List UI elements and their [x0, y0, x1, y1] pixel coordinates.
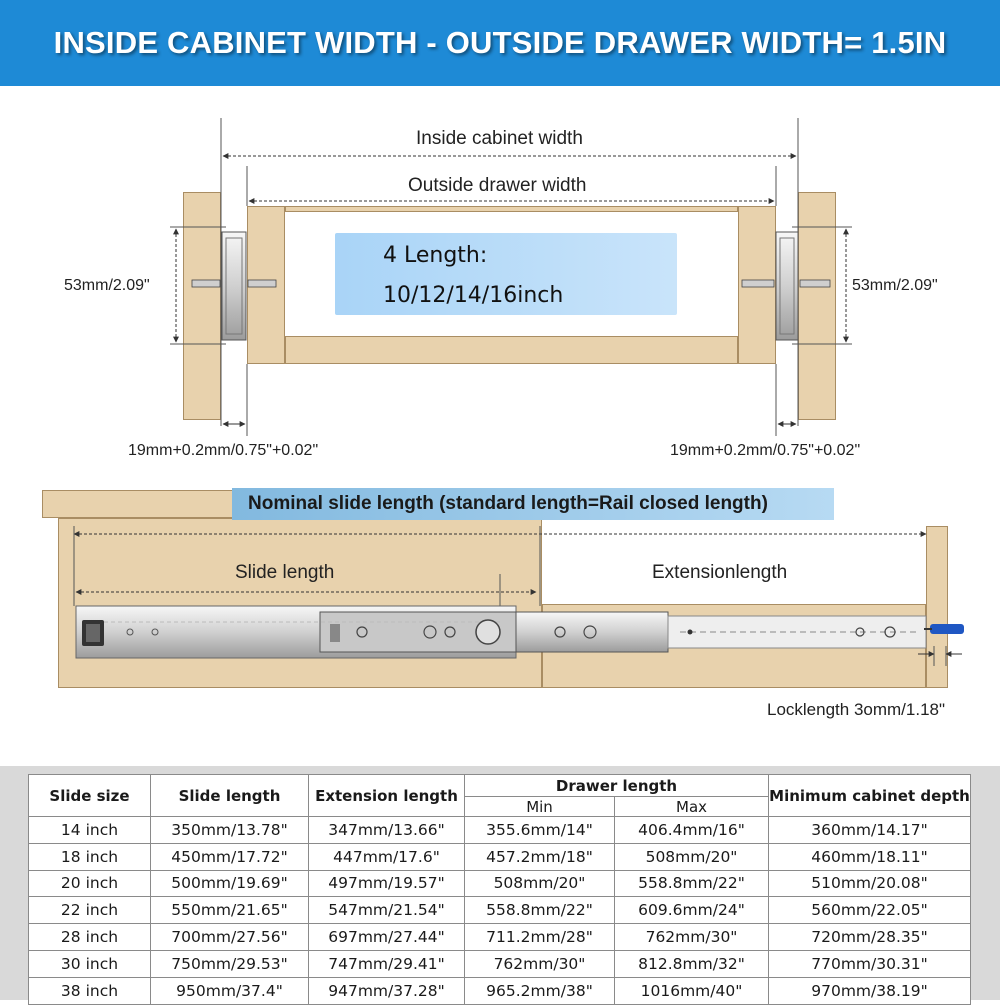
left-slide-top-view	[192, 232, 276, 340]
cell: 970mm/38.19"	[769, 977, 971, 1004]
cell: 747mm/29.41"	[309, 950, 465, 977]
cell: 508mm/20"	[615, 843, 769, 870]
cell: 750mm/29.53"	[151, 950, 309, 977]
header-slide-size: Slide size	[29, 775, 151, 817]
cell: 700mm/27.56"	[151, 924, 309, 951]
cell: 460mm/18.11"	[769, 843, 971, 870]
cell: 347mm/13.66"	[309, 817, 465, 844]
cell: 508mm/20"	[465, 870, 615, 897]
cell: 720mm/28.35"	[769, 924, 971, 951]
extension-length-label: Extensionlength	[652, 562, 788, 583]
right-slide-top-view	[742, 232, 830, 340]
cell: 360mm/14.17"	[769, 817, 971, 844]
cell: 497mm/19.57"	[309, 870, 465, 897]
specs-table-background	[0, 766, 1000, 1000]
outside-drawer-width-label: Outside drawer width	[408, 175, 587, 196]
lock-length-label: Locklength 3omm/1.18"	[767, 700, 946, 719]
cell: 450mm/17.72"	[151, 843, 309, 870]
cell: 558.8mm/22"	[615, 870, 769, 897]
table-row	[29, 897, 971, 924]
info-line-1: 4 Length:	[383, 243, 488, 268]
cell: 30 inch	[29, 950, 151, 977]
dimension-lines	[0, 86, 1000, 766]
cell: 812.8mm/32"	[615, 950, 769, 977]
cell: 350mm/13.78"	[151, 817, 309, 844]
cell: 355.6mm/14"	[465, 817, 615, 844]
cell: 770mm/30.31"	[769, 950, 971, 977]
cell: 965.2mm/38"	[465, 977, 615, 1004]
inside-cabinet-width-label: Inside cabinet width	[416, 128, 583, 149]
cell: 947mm/37.28"	[309, 977, 465, 1004]
cell: 500mm/19.69"	[151, 870, 309, 897]
header-drawer-length: Drawer length	[465, 775, 769, 797]
left-gap-label: 19mm+0.2mm/0.75"+0.02"	[128, 442, 319, 459]
cell: 406.4mm/16"	[615, 817, 769, 844]
cell: 18 inch	[29, 843, 151, 870]
header-max: Max	[615, 797, 769, 817]
cell: 550mm/21.65"	[151, 897, 309, 924]
title-banner	[0, 0, 1000, 86]
info-line-2: 10/12/14/16inch	[383, 283, 564, 308]
table-row	[29, 924, 971, 951]
table-row	[29, 870, 971, 897]
drawer-slide-side-view	[76, 606, 926, 658]
cell: 609.6mm/24"	[615, 897, 769, 924]
cell: 20 inch	[29, 870, 151, 897]
cell: 14 inch	[29, 817, 151, 844]
header-slide-length: Slide length	[151, 775, 309, 817]
right-gap-label: 19mm+0.2mm/0.75"+0.02"	[670, 442, 861, 459]
cell: 762mm/30"	[615, 924, 769, 951]
cell: 762mm/30"	[465, 950, 615, 977]
specs-table	[28, 774, 971, 1005]
banner-title: INSIDE CABINET WIDTH - OUTSIDE DRAWER WIDTH= 1.5IN	[53, 25, 947, 60]
cell: 560mm/22.05"	[769, 897, 971, 924]
header-extension-length: Extension length	[309, 775, 465, 817]
cell: 711.2mm/28"	[465, 924, 615, 951]
cell: 447mm/17.6"	[309, 843, 465, 870]
cell: 28 inch	[29, 924, 151, 951]
cell: 950mm/37.4"	[151, 977, 309, 1004]
table-row	[29, 843, 971, 870]
table-row	[29, 977, 971, 1004]
cell: 38 inch	[29, 977, 151, 1004]
slide-length-label: Slide length	[235, 562, 335, 583]
header-min: Min	[465, 797, 615, 817]
cell: 697mm/27.44"	[309, 924, 465, 951]
cell: 22 inch	[29, 897, 151, 924]
nominal-length-label: Nominal slide length (standard length=Rail closed length)	[248, 493, 768, 514]
header-min-cabinet-depth: Minimum cabinet depth	[769, 775, 971, 817]
lock-lever-icon	[924, 624, 964, 634]
table-row	[29, 817, 971, 844]
diagram-area	[0, 86, 1000, 766]
cell: 510mm/20.08"	[769, 870, 971, 897]
right-height-label: 53mm/2.09"	[852, 277, 938, 294]
cell: 547mm/21.54"	[309, 897, 465, 924]
cell: 1016mm/40"	[615, 977, 769, 1004]
table-row	[29, 950, 971, 977]
left-height-label: 53mm/2.09"	[64, 277, 150, 294]
cell: 558.8mm/22"	[465, 897, 615, 924]
cell: 457.2mm/18"	[465, 843, 615, 870]
